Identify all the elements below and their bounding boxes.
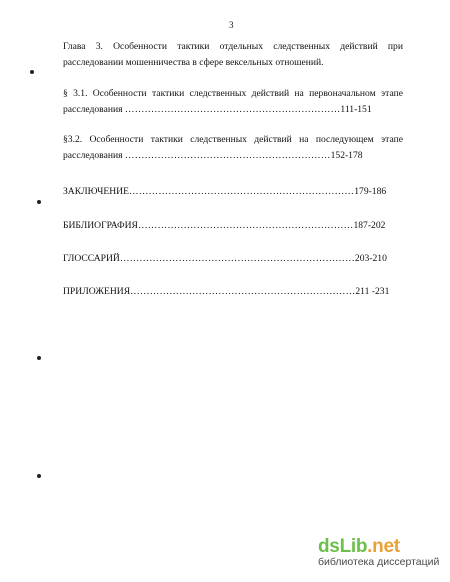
toc-entry-glossary bbox=[63, 253, 387, 264]
page-number: 3 bbox=[229, 20, 234, 30]
binding-hole-mark bbox=[37, 356, 41, 360]
toc-entry-title: § 3.1. Особенности тактики следственных действий на первоначальном этапе bbox=[63, 88, 403, 99]
binding-hole-mark bbox=[37, 200, 41, 204]
toc-entry-title: ЗАКЛЮЧЕНИЕ bbox=[63, 186, 129, 197]
toc-dot-leader: …………………………………………………………… bbox=[128, 186, 355, 197]
chapter-heading bbox=[63, 39, 403, 71]
toc-entry-title: §3.2. Особенности тактики следственных действий на последующем этапе bbox=[63, 134, 403, 145]
toc-page-range: 179-186 bbox=[354, 186, 387, 197]
toc-entry-appendices bbox=[63, 286, 389, 297]
toc-entry-leader-line bbox=[63, 148, 403, 164]
site-logo bbox=[318, 536, 448, 558]
toc-entry-title: ГЛОССАРИЙ bbox=[63, 253, 120, 264]
logo-tld-text: .net bbox=[367, 536, 400, 557]
chapter-heading-line-2: расследовании мошенничества в сфере вексельных отношений. bbox=[63, 57, 324, 68]
toc-dot-leader: …………………………………………………………… bbox=[130, 286, 356, 297]
toc-entry-title: ПРИЛОЖЕНИЯ bbox=[63, 286, 131, 297]
toc-dot-leader: ………………………………………………………… bbox=[137, 220, 354, 231]
toc-entry-section-3-1 bbox=[63, 86, 403, 118]
toc-entry-bibliography bbox=[63, 220, 385, 231]
toc-entry-title-continued: расследования bbox=[63, 104, 123, 115]
toc-dot-leader: ………………………………………………………… bbox=[124, 104, 341, 115]
toc-page-range: 111-151 bbox=[340, 104, 372, 115]
toc-dot-leader: ……………………………………………………………… bbox=[119, 253, 355, 264]
toc-page-range: 187-202 bbox=[353, 220, 386, 231]
binding-hole-mark bbox=[37, 474, 41, 478]
toc-entry-section-3-2 bbox=[63, 132, 403, 164]
toc-entry-conclusion bbox=[63, 186, 386, 197]
logo-main-text: dsLib bbox=[318, 536, 368, 557]
toc-entry-title: БИБЛИОГРАФИЯ bbox=[63, 220, 138, 231]
toc-dot-leader: ……………………………………………………… bbox=[124, 150, 331, 161]
toc-page-range: 152-178 bbox=[330, 150, 363, 161]
toc-page-range: 203-210 bbox=[354, 253, 387, 264]
chapter-heading-line-1: Глава 3. Особенности тактики отдельных следственных действий при bbox=[63, 41, 403, 52]
toc-entry-leader-line bbox=[63, 102, 403, 118]
watermark bbox=[318, 536, 448, 568]
toc-page-range: 211 -231 bbox=[355, 286, 390, 297]
toc-entry-title-continued: расследования bbox=[63, 150, 123, 161]
binding-hole-mark bbox=[30, 70, 34, 74]
site-tagline: библиотека диссертаций bbox=[318, 556, 440, 568]
